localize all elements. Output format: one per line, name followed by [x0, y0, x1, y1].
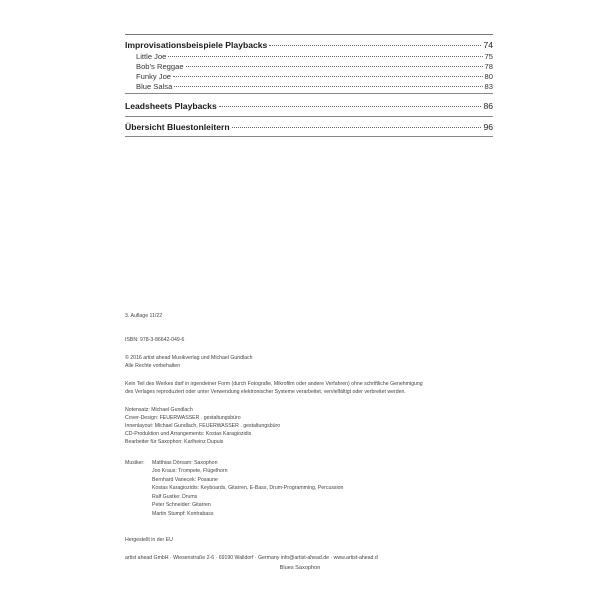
legal-notice-line-2: des Verlages reproduziert oder unter Verwendung elektronischer Systeme verarbeitet, vervielfältigt oder verbreitet werden. [125, 389, 406, 395]
legal-notice-line-1: Kein Teil des Werkes darf in irgendeiner Form (durch Fotografie, Mikrofilm oder andere Verfahren) ohne schriftliche Genehmigung [125, 381, 423, 387]
toc-leader [174, 86, 482, 87]
section-divider [125, 93, 493, 94]
edition-line: 3. Auflage 11/22 [125, 313, 163, 319]
publisher-address: artist ahead GmbH · Wiesenstraße 2-6 · 69190 Walldorf · Germany info@artist-ahead.de · www.artist-ahead.d [125, 555, 378, 561]
toc-entry-improvisationsbeispiele[interactable] [125, 40, 493, 50]
musician-entry: Matthias Dörsam: Saxophon [152, 460, 218, 466]
rights-line: Alle Rechte vorbehalten [125, 363, 181, 369]
musician-entry: Kostas Karagiozidis: Keyboards, Gitarren, E-Bass, Drum-Programming, Percussion [152, 485, 344, 491]
toc-entry-title: Improvisationsbeispiele Playbacks [125, 40, 268, 50]
top-rule [125, 34, 493, 35]
toc-entry-page: 86 [483, 101, 493, 111]
musician-entry: Martin Stumpf: Kontrabass [152, 511, 214, 517]
credit-cover-design: Cover-Design: FEUERWASSER . gestaltungsbüro [125, 415, 241, 421]
footer-book-title: Blues Saxophon [279, 565, 321, 571]
toc-entry-title: Leadsheets Playbacks [125, 101, 217, 111]
musician-entry: Ralf Gustke: Drums [152, 494, 198, 500]
toc-subentry-page: 83 [484, 82, 493, 91]
credit-notensatz: Notensatz: Michael Gundlach [125, 407, 193, 413]
made-in-line: Hergestellt in der EU [125, 537, 173, 543]
toc-leader [232, 127, 482, 128]
toc-subentry-little-joe[interactable] [136, 52, 493, 61]
credit-cd-production: CD-Produktion und Arrangements: Kostas Karagiozidis [125, 431, 252, 437]
toc-subentry-funky-joe[interactable] [136, 72, 493, 81]
toc-subentry-page: 80 [484, 72, 493, 81]
toc-leader [168, 56, 482, 57]
credit-innenlayout: Innenlayout: Michael Gundlach, FEUERWASSER . gestaltungsbüro [125, 423, 281, 429]
toc-subentry-bobs-reggae[interactable] [136, 62, 493, 71]
toc-entry-title: Übersicht Bluestonleitern [125, 122, 230, 132]
copyright-line: © 2016 artist ahead Musikverlag und Michael Gundlach [125, 355, 253, 361]
section-divider [125, 116, 493, 117]
musician-entry: Joo Kraus: Trompete, Flügelhorn [152, 468, 228, 474]
toc-subentry-page: 75 [484, 52, 493, 61]
toc-subentry-title: Little Joe [136, 52, 167, 61]
section-divider [125, 136, 493, 137]
toc-leader [269, 45, 481, 46]
toc-subentry-page: 78 [484, 62, 493, 71]
toc-entry-page: 96 [483, 122, 493, 132]
toc-subentry-title: Bob’s Reggae [136, 62, 184, 71]
toc-subentry-title: Funky Joe [136, 72, 172, 81]
toc-leader [173, 76, 483, 77]
toc-leader [186, 66, 483, 67]
toc-entry-leadsheets[interactable] [125, 101, 493, 111]
credit-bearbeiter: Bearbeiter für Saxophon: Karlheinz Dupuis [125, 439, 224, 445]
musicians-label: Musiker: [125, 460, 145, 466]
musician-entry: Bernhard Vanecek: Posaune [152, 477, 218, 483]
toc-subentry-blue-salsa[interactable] [136, 82, 493, 91]
toc-leader [219, 106, 482, 107]
isbn-line: ISBN: 978-3-86642-049-6 [125, 337, 185, 343]
toc-entry-page: 74 [483, 40, 493, 50]
musician-entry: Peter Schneider: Gitarren [152, 502, 211, 508]
toc-entry-bluestonleitern[interactable] [125, 122, 493, 132]
toc-subentry-title: Blue Salsa [136, 82, 173, 91]
